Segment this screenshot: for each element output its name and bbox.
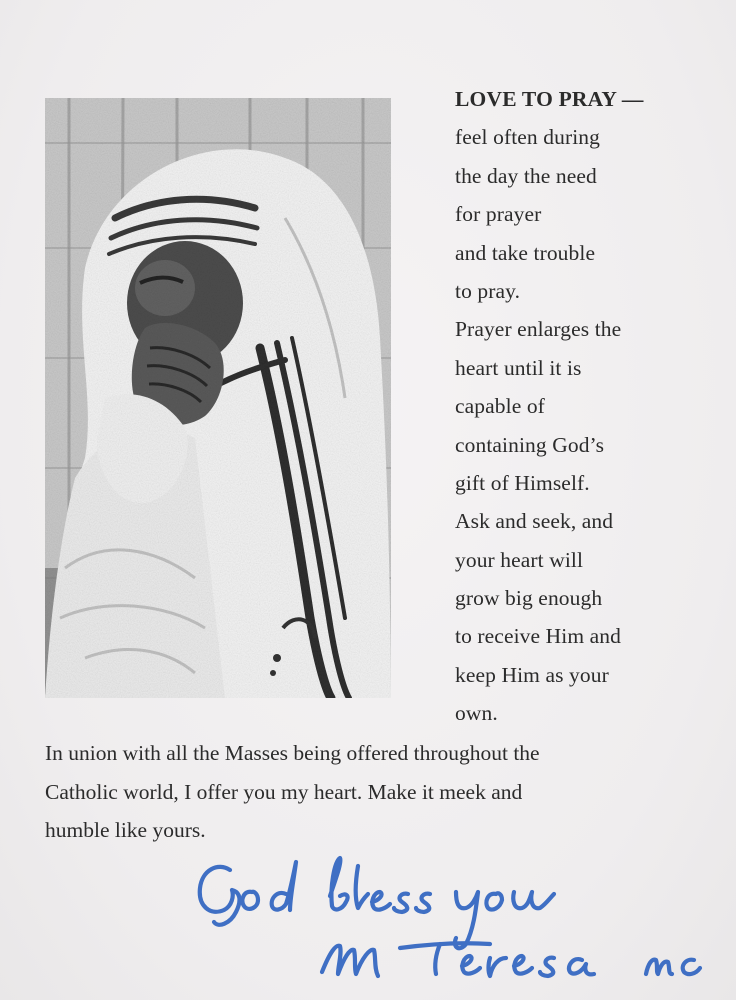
prayer-line: to pray. (455, 278, 521, 303)
handwritten-signature (190, 848, 730, 988)
signature-you (455, 892, 478, 948)
prayer-line: Ask and seek, and (455, 509, 614, 534)
prayer-line: to receive Him and (455, 624, 621, 649)
prayer-line: and take trouble (455, 240, 596, 265)
praying-nun-photo (45, 98, 391, 698)
offering-line: humble like yours. (45, 818, 206, 843)
offering-line: In union with all the Masses being offered throughout the (45, 741, 540, 765)
prayer-line: your heart will (455, 547, 584, 572)
prayer-line: containing God’s (455, 432, 605, 457)
prayer-line: own. (455, 701, 498, 726)
prayer-line: feel often during (455, 125, 600, 150)
offering-line: Catholic world, I offer you my heart. Make it meek and (45, 779, 523, 804)
prayer-line: keep Him as your (455, 662, 609, 687)
prayer-line: capable of (455, 394, 545, 419)
prayer-line: grow big enough (455, 586, 603, 611)
prayer-line: for prayer (455, 202, 542, 227)
prayer-line: the day the need (455, 163, 597, 188)
signature-bless (330, 858, 348, 909)
prayer-line: Prayer enlarges the (455, 317, 622, 342)
prayer-line: heart until it is (455, 355, 582, 380)
prayer-line: gift of Himself. (455, 470, 590, 495)
offering-text (45, 734, 725, 850)
signature-name (322, 946, 378, 976)
signature-god (200, 867, 240, 925)
prayer-text (455, 80, 725, 733)
prayer-title: LOVE TO PRAY — (455, 87, 644, 111)
